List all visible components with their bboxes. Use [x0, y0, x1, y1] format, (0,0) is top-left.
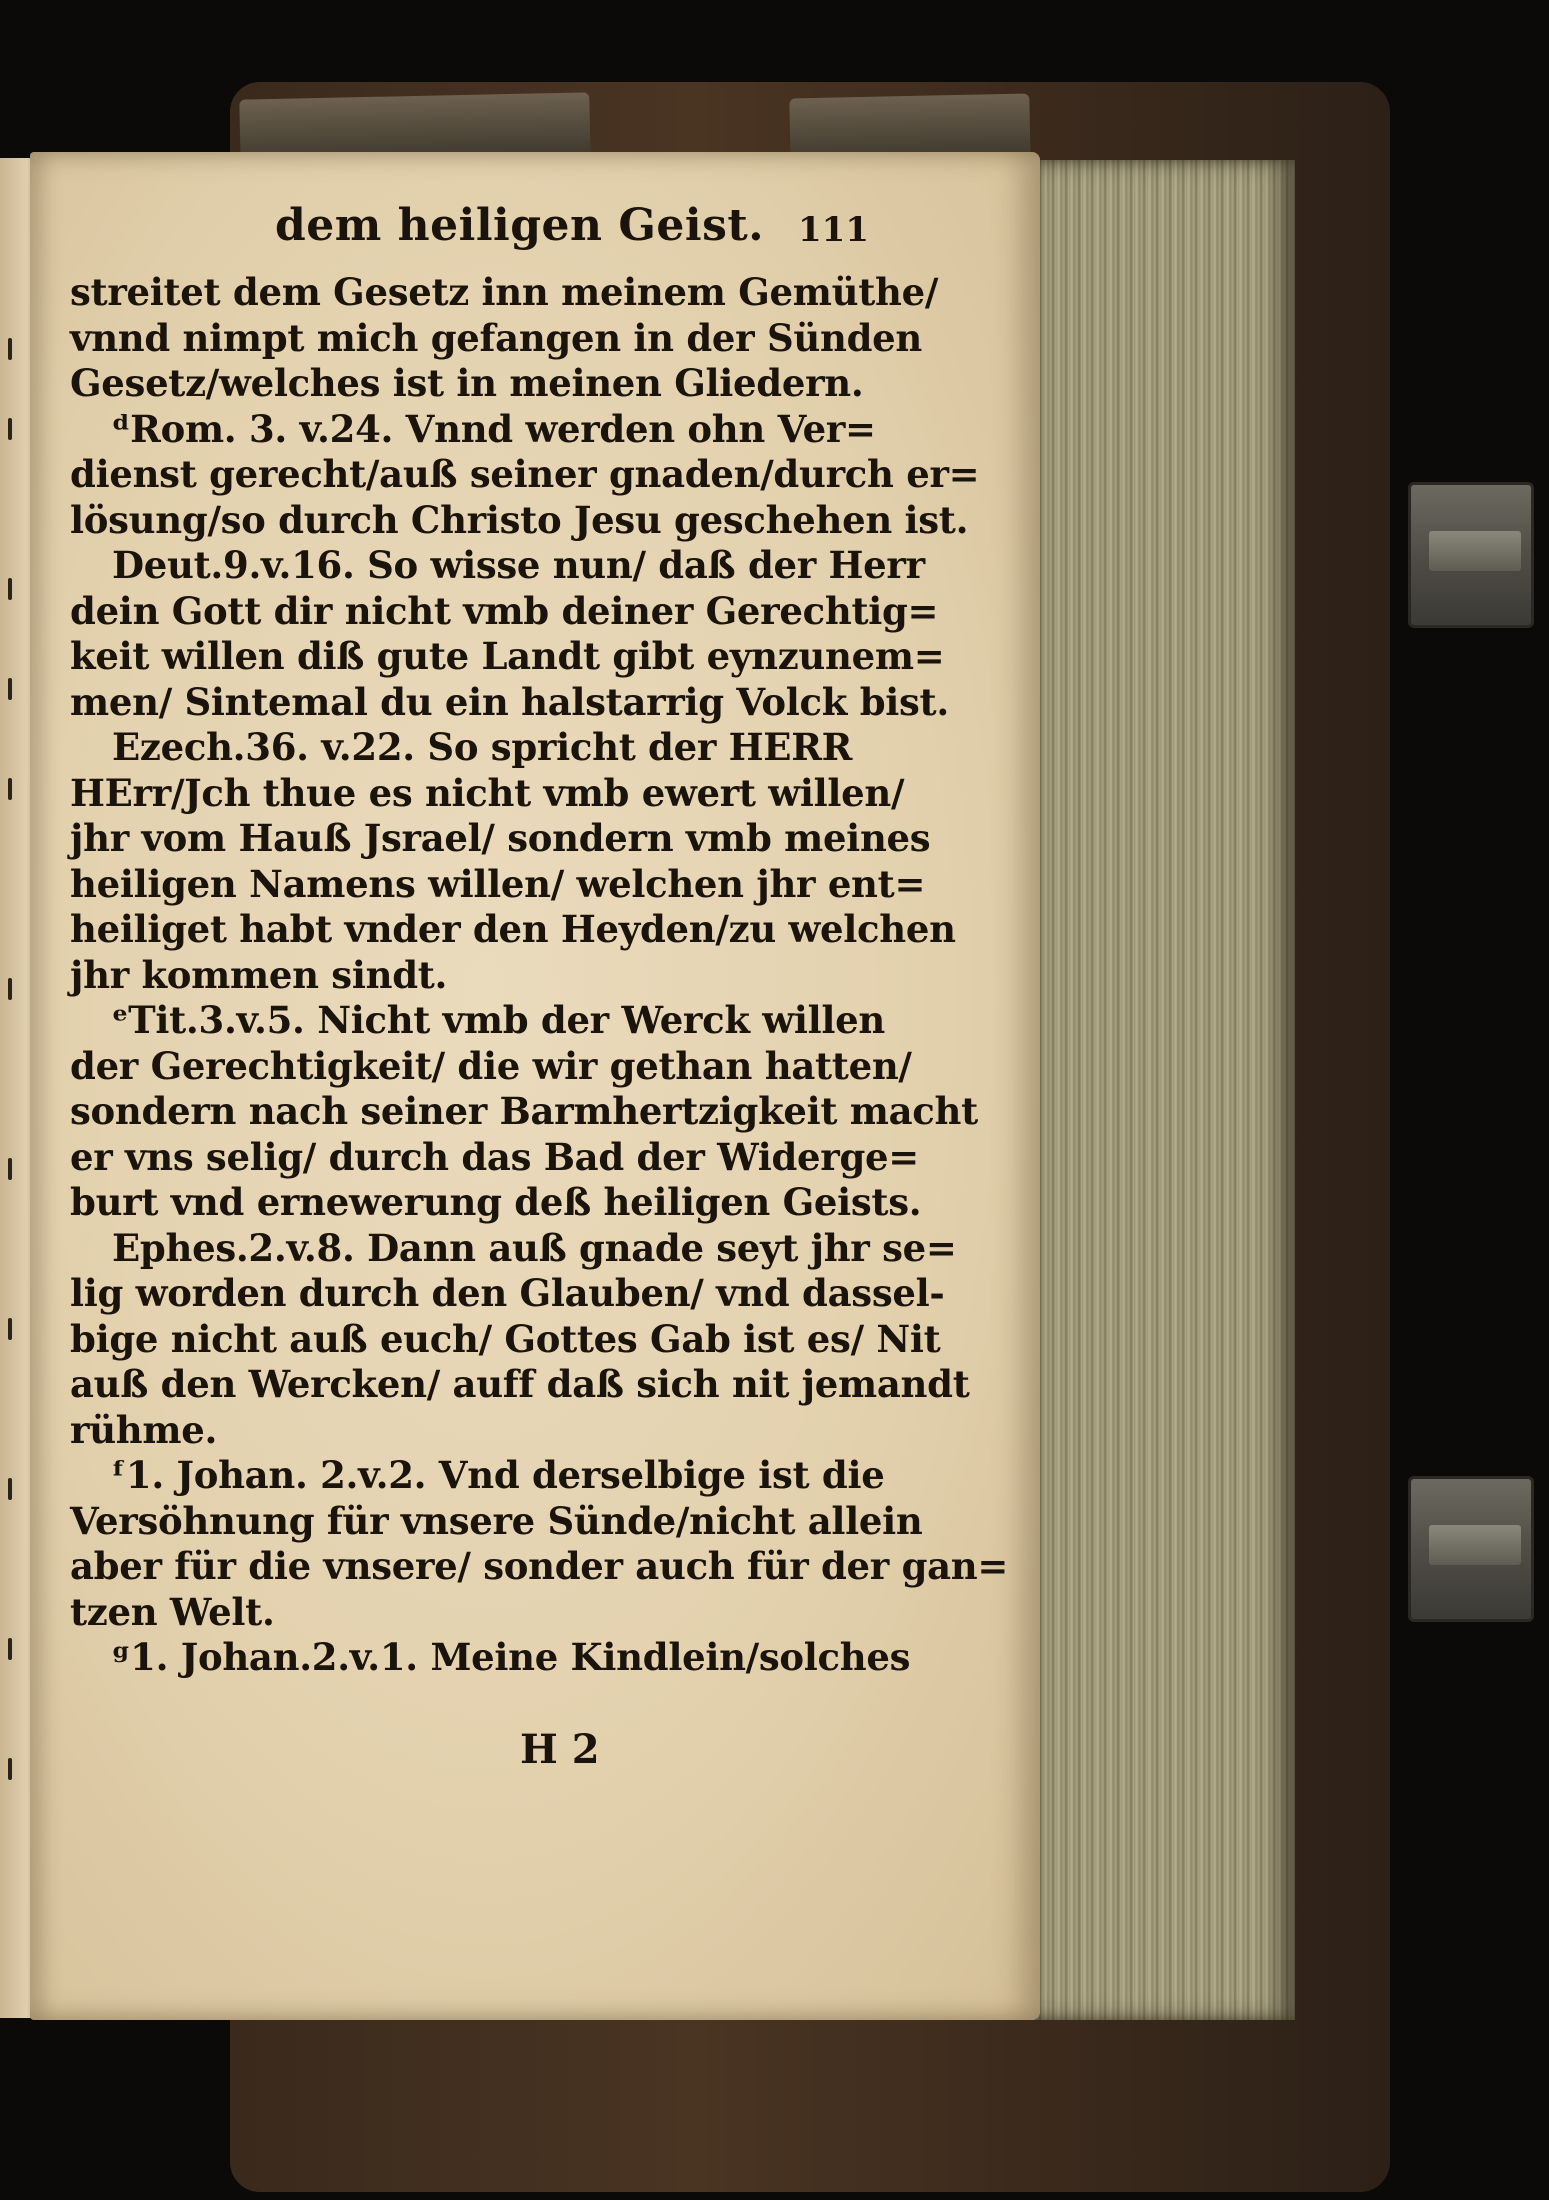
- clasp-bar: [1429, 531, 1521, 571]
- text-line: Gesetz/welches ist in meinen Gliedern.: [70, 361, 864, 405]
- edge-letter-mark: [8, 578, 12, 600]
- text-line: vnnd nimpt mich gefangen in der Sünden: [70, 315, 922, 360]
- running-title: dem heiligen Geist.: [275, 200, 765, 251]
- text-line: streitet dem Gesetz inn meinem Gemüthe/: [70, 270, 939, 314]
- edge-letter-mark: [8, 1758, 12, 1780]
- text-line: jhr kommen sindt.: [70, 952, 448, 997]
- edge-letter-mark: [8, 778, 12, 800]
- text-line: Deut.9.v.16. So wisse nun/ daß der Herr: [112, 543, 925, 587]
- text-line: men/ Sintemal du ein halstarrig Volck bist.: [70, 679, 949, 724]
- edge-letter-mark: [8, 1158, 12, 1180]
- text-line: ᵈRom. 3. v.24. Vnnd werden ohn Ver=: [112, 406, 876, 451]
- text-line: ᵉTit.3.v.5. Nicht vmb der Werck willen: [112, 998, 885, 1042]
- text-line: rühme.: [70, 1407, 218, 1452]
- text-line: jhr vom Hauß Jsrael/ sondern vmb meines: [70, 816, 931, 860]
- page-text: [70, 200, 1009, 1681]
- text-line: der Gerechtigkeit/ die wir gethan hatten/: [70, 1043, 912, 1088]
- text-line: Versöhnung für vnsere Sünde/nicht allein: [70, 1498, 923, 1543]
- text-line: bige nicht auß euch/ Gottes Gab ist es/ Nit: [70, 1316, 941, 1361]
- text-line: aber für die vnsere/ sonder auch für der gan=: [70, 1544, 1009, 1588]
- text-line: HErr/Jch thue es nicht vmb ewert willen/: [70, 770, 905, 815]
- edge-letter-mark: [8, 418, 12, 440]
- page-header: [70, 200, 870, 270]
- text-line: tzen Welt.: [70, 1589, 275, 1634]
- text-line: sondern nach seiner Barmhertzigkeit macht: [70, 1089, 978, 1133]
- text-line: ᶠ1. Johan. 2.v.2. Vnd derselbige ist die: [112, 1453, 885, 1497]
- edge-letter-mark: [8, 978, 12, 1000]
- text-line: auß den Wercken/ auff daß sich nit jemandt: [70, 1362, 970, 1406]
- page-fore-edge: [1030, 160, 1295, 2020]
- text-line: Ezech.36. v.22. So spricht der HERR: [112, 725, 853, 769]
- clasp-bar: [1429, 1525, 1521, 1565]
- book-clasp-bottom: [1408, 1476, 1534, 1622]
- edge-letter-mark: [8, 1478, 12, 1500]
- text-line: dienst gerecht/auß seiner gnaden/durch er=: [70, 452, 980, 496]
- book-clasp-top: [1408, 482, 1534, 628]
- text-line: burt vnd ernewerung deß heiligen Geists.: [70, 1180, 922, 1224]
- text-line: er vns selig/ durch das Bad der Widerge=: [70, 1134, 919, 1179]
- edge-letter-mark: [8, 678, 12, 700]
- signature-mark: H 2: [520, 1726, 600, 1773]
- edge-letter-mark: [8, 1318, 12, 1340]
- text-line: heiliget habt vnder den Heyden/zu welchen: [70, 907, 956, 951]
- edge-letter-mark: [8, 338, 12, 360]
- text-line: Ephes.2.v.8. Dann auß gnade seyt jhr se=: [112, 1225, 957, 1270]
- text-line: heiligen Namens willen/ welchen jhr ent=: [70, 861, 926, 906]
- text-line: ᵍ1. Johan.2.v.1. Meine Kindlein/solches: [112, 1635, 911, 1679]
- text-line: lig worden durch den Glauben/ vnd dassel-: [70, 1271, 945, 1315]
- edge-letter-mark: [8, 1638, 12, 1660]
- page-number: 111: [798, 210, 869, 250]
- text-line: keit willen diß gute Landt gibt eynzunem=: [70, 634, 945, 678]
- text-line: lösung/so durch Christo Jesu geschehen ist.: [70, 497, 969, 542]
- text-line: dein Gott dir nicht vmb deiner Gerechtig=: [70, 588, 939, 633]
